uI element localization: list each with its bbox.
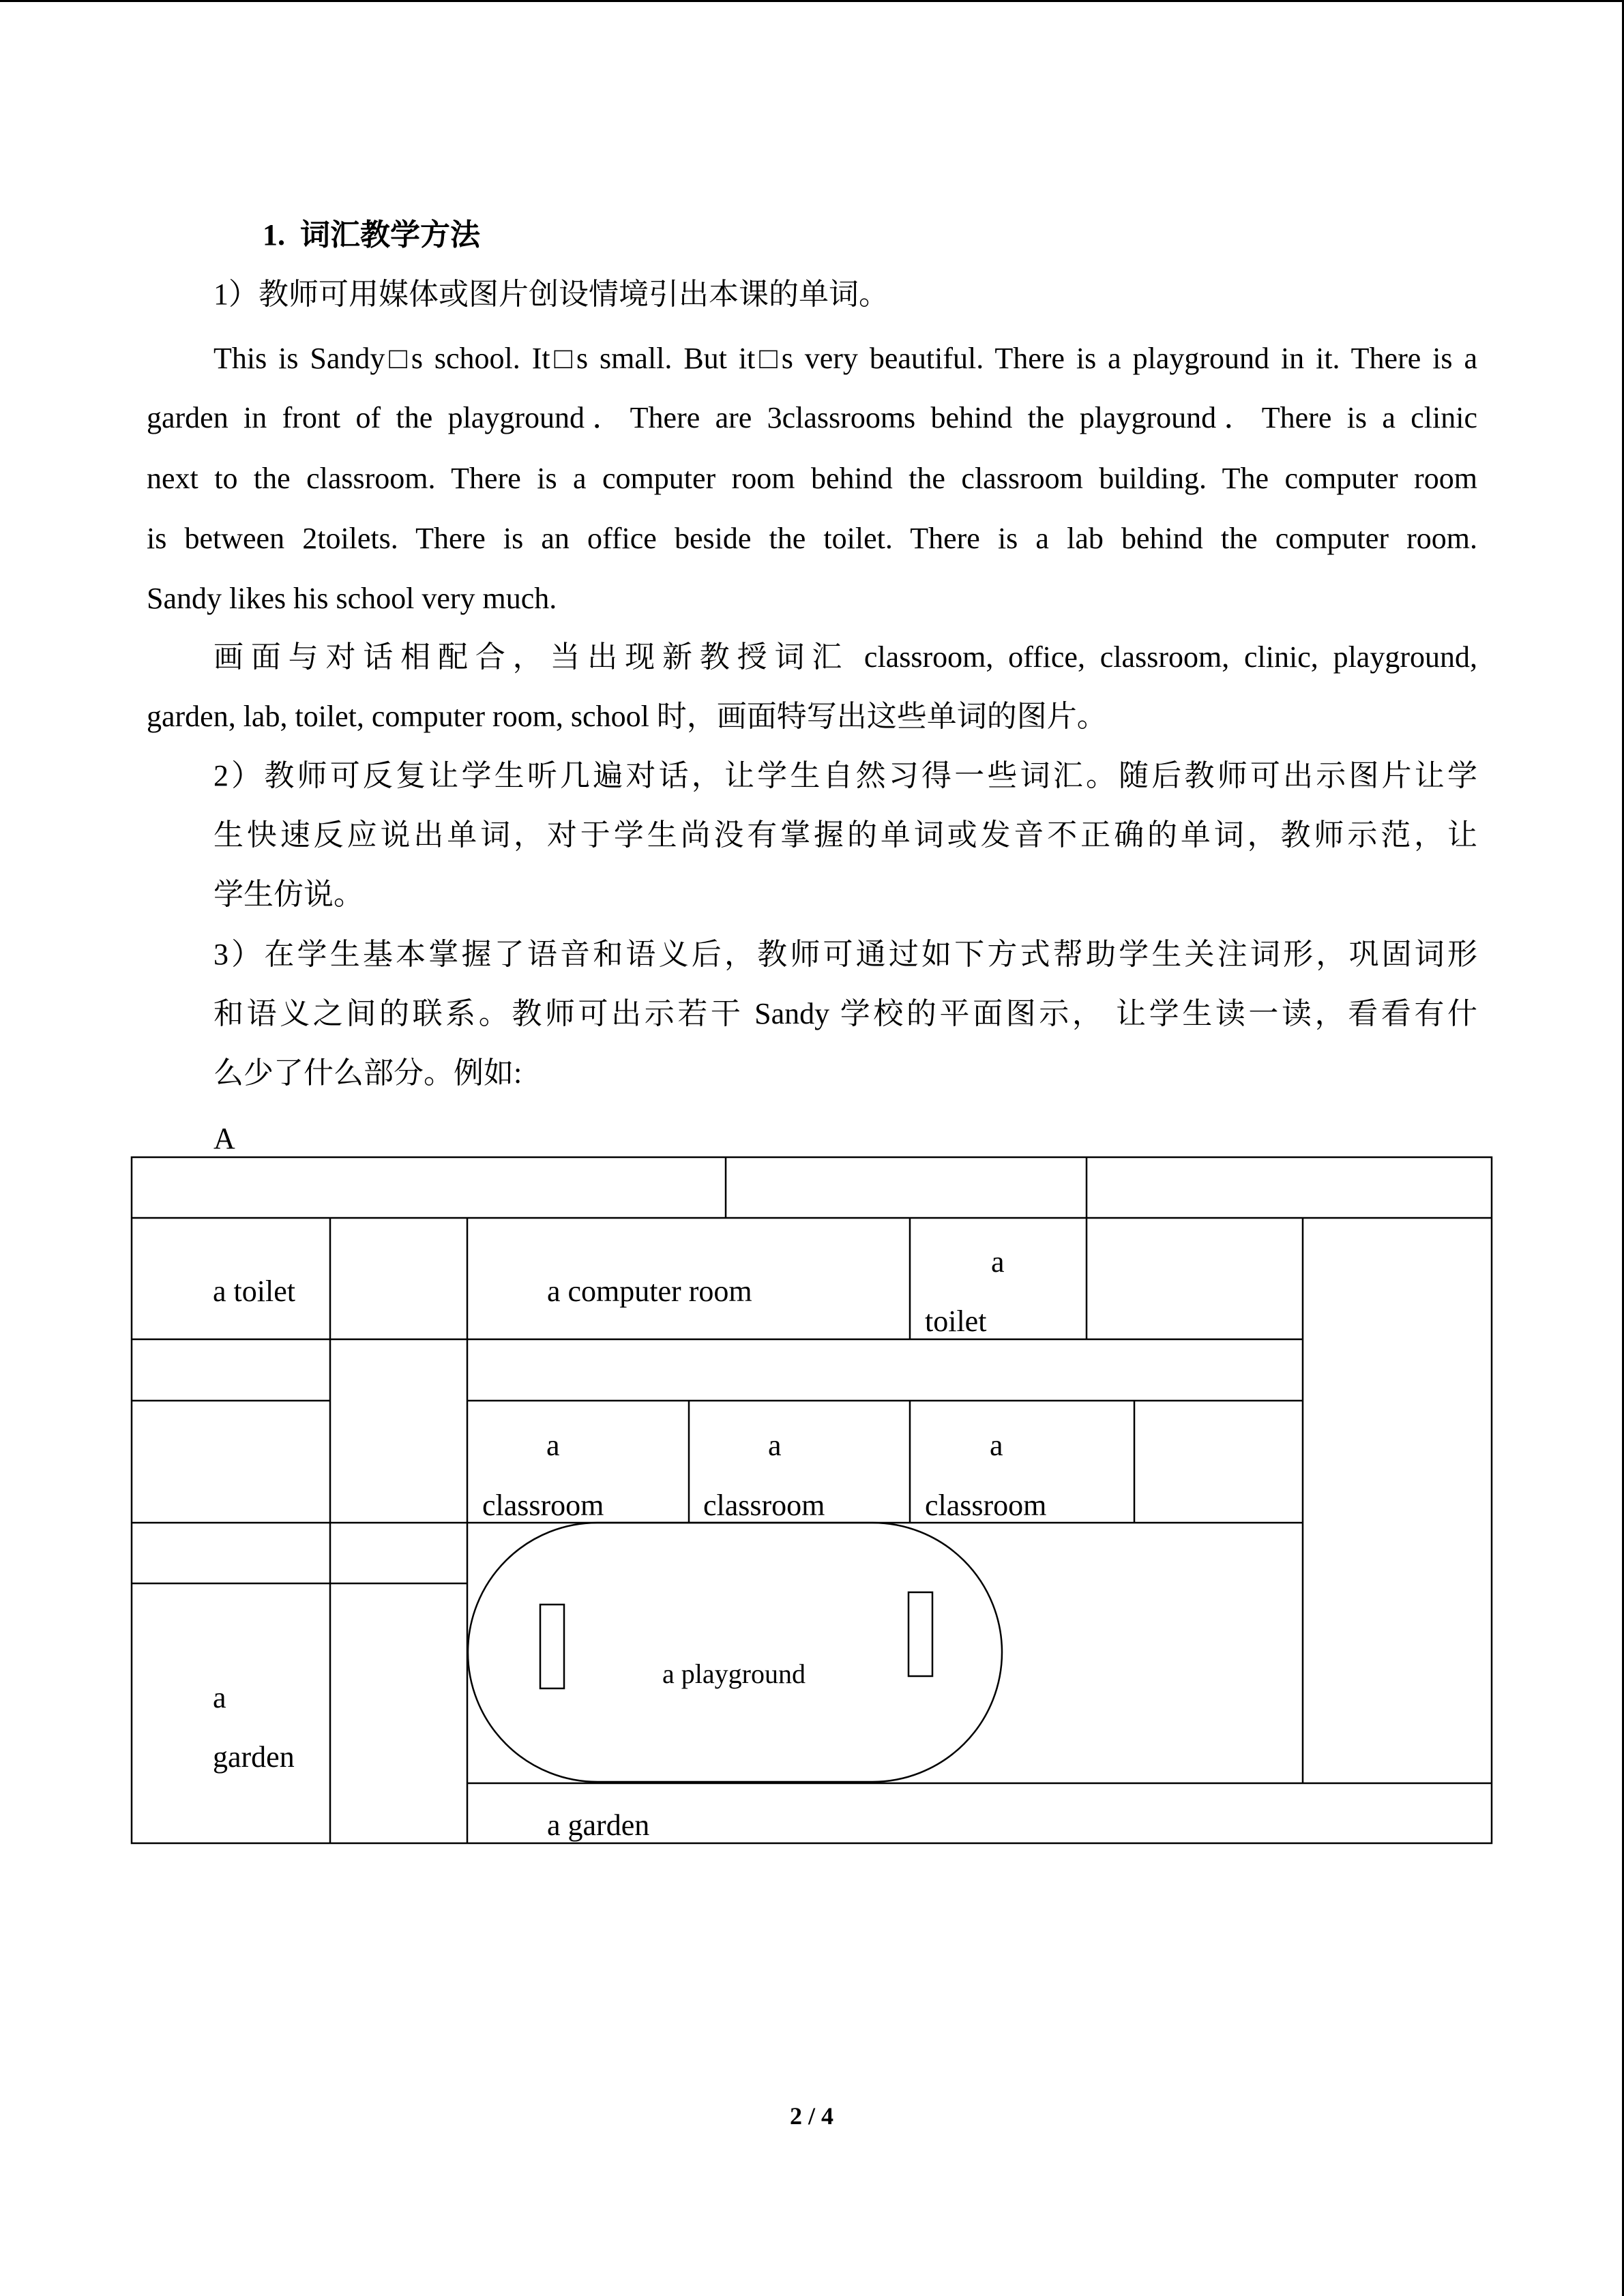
vocab-line-2: garden, lab, toilet, computer room, school 时，画面特写出这些单词的图片。 (147, 700, 1107, 733)
playground-label: a playground (662, 1658, 806, 1689)
garden-left-word-2: garden (213, 1740, 295, 1774)
story-line-1: This is Sandy□s school. It□s small. But it□s very beautiful. There is a playground in it. There is a (213, 342, 1477, 375)
step-3-line-2: 和语义之间的联系。教师可出示若干 Sandy 学校的平面图示， 让学生读一读，看看有什 (213, 997, 1477, 1030)
heading-title: 词汇教学方法 (300, 218, 480, 252)
story-line-4: is between 2toilets. There is an office beside the toilet. There is a lab behind the computer room. (147, 522, 1477, 555)
garden-bottom-label: a garden (547, 1808, 650, 1842)
plan-label: A (213, 1122, 235, 1155)
page-top-border (0, 0, 1624, 2)
page-number: 2 / 4 (789, 2102, 833, 2130)
computer-room-label: a computer room (547, 1274, 752, 1308)
classroom-3-word-1: a (990, 1429, 1003, 1462)
toilet-right-word-2: toilet (925, 1304, 987, 1338)
classroom-3-word-2: classroom (925, 1489, 1047, 1522)
step-2-line-2: 生快速反应说出单词，对于学生尚没有掌握的单词或发音不正确的单词，教师示范，让 (213, 818, 1477, 852)
garden-left-word-1: a (213, 1681, 226, 1714)
toilet-left-label: a toilet (213, 1274, 295, 1308)
story-line-3: next to the classroom. There is a computer room behind the classroom building. The computer room (147, 462, 1477, 495)
story-line-2: garden in front of the playground．There are 3classrooms behind the playground．There is a clinic (147, 401, 1477, 434)
section-heading (263, 215, 480, 256)
vocab-line-1: 画面与对话相配合，当出现新教授词汇 classroom, office, classroom, clinic, playground, (213, 640, 1477, 674)
classroom-2-word-1: a (768, 1429, 782, 1462)
step-2-line-1: 2）教师可反复让学生听几遍对话，让学生自然习得一些词汇。随后教师可出示图片让学 (213, 759, 1477, 792)
step-3-line-1: 3）在学生基本掌握了语音和语义后，教师可通过如下方式帮助学生关注词形，巩固词形 (213, 938, 1477, 971)
heading-number: 1. (263, 218, 285, 252)
step-3-line-3: 么少了什么部分。例如: (213, 1056, 522, 1090)
story-line-5: Sandy likes his school very much. (147, 582, 557, 615)
classroom-1-word-1: a (546, 1429, 560, 1462)
toilet-right-word-1: a (991, 1245, 1005, 1279)
classroom-2-word-2: classroom (703, 1489, 825, 1522)
playground-track (468, 1523, 1002, 1782)
classroom-1-word-2: classroom (482, 1489, 604, 1522)
goal-right (909, 1592, 932, 1676)
goal-left (540, 1605, 564, 1688)
step-2-line-3: 学生仿说。 (213, 878, 364, 911)
step-1-text: 1）教师可用媒体或图片创设情境引出本课的单词。 (213, 278, 889, 311)
